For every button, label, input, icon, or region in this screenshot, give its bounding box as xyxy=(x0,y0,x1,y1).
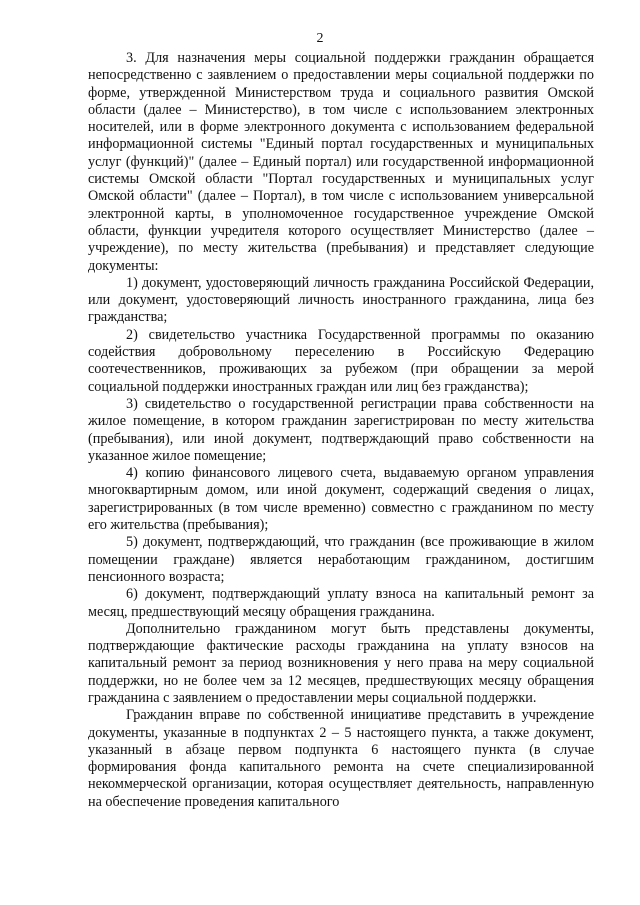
list-item-3-ownership-certificate: 3) свидетельство о государственной регистрации права собственности на жилое помещение, в котором гражданин зарегистрирован по месту жительства (пребывания), или иной документ, подтверждающий право собственности на указанное жилое помещение; xyxy=(88,395,594,464)
paragraph-additional-documents: Дополнительно гражданином могут быть представлены документы, подтверждающие фактические расходы гражданина на уплату взносов на капитальный ремонт за период возникновения у него права на меру социальной поддержки, но не более чем за 12 месяцев, предшествующих месяцу обращения гражданина с заявлением о предоставлении меры социальной поддержки. xyxy=(88,620,594,706)
paragraph-item-3: 3. Для назначения меры социальной поддержки гражданин обращается непосредственно с заявлением о предоставлении меры социальной поддержки по форме, утвержденной Министерством труда и социального развития Омской области (далее – Министерство), в том числе с использованием электронных носителей, или в форме электронного документа с использованием федеральной информационной системы "Единый портал государственных и муниципальных услуг (функций)" (далее – Единый портал) или государственной информационной системы Омской области "Портал государственных и муниципальных услуг Омской области" (далее – Портал), в том числе с использованием универсальной электронной карты, в уполномоченное государственное учреждение Омской области, функции учредителя которого осуществляет Министерство (далее – учреждение), по месту жительства (пребывания) и представляет следующие документы: xyxy=(88,50,594,274)
list-item-4-account-copy: 4) копию финансового лицевого счета, выдаваемую органом управления многоквартирным домом, или иной документ, содержащий сведения о лицах, зарегистрированных (в том числе временно) совместно с гражданином по месту его жительства (пребывания); xyxy=(88,465,594,534)
list-item-2-program-certificate: 2) свидетельство участника Государственной программы по оказанию содействия добровольному переселению в Российскую Федерацию соотечественников, проживающих за рубежом (при обращении за мерой социальной поддержки иностранных граждан или лиц без гражданства); xyxy=(88,326,594,395)
document-body xyxy=(88,50,594,811)
list-item-5-non-working-document: 5) документ, подтверждающий, что гражданин (все проживающие в жилом помещении граждане) является неработающим гражданином, достигшим пенсионного возраста; xyxy=(88,534,594,585)
list-item-6-payment-document: 6) документ, подтверждающий уплату взноса на капитальный ремонт за месяц, предшествующий месяцу обращения гражданина. xyxy=(88,586,594,620)
page-number: 2 xyxy=(316,31,324,46)
list-item-1-identity-document: 1) документ, удостоверяющий личность гражданина Российской Федерации, или документ, удостоверяющий личность иностранного гражданина, лица без гражданства; xyxy=(88,274,594,326)
paragraph-own-initiative: Гражданин вправе по собственной инициативе представить в учреждение документы, указанные в подпунктах 2 – 5 настоящего пункта, а также документ, указанный в абзаце первом подпункта 6 настоящего пункта (в случае формирования фонда капитального ремонта на счете специализированной некоммерческой организации, которая осуществляет деятельность, направленную на обеспечение проведения капитального xyxy=(88,707,594,810)
